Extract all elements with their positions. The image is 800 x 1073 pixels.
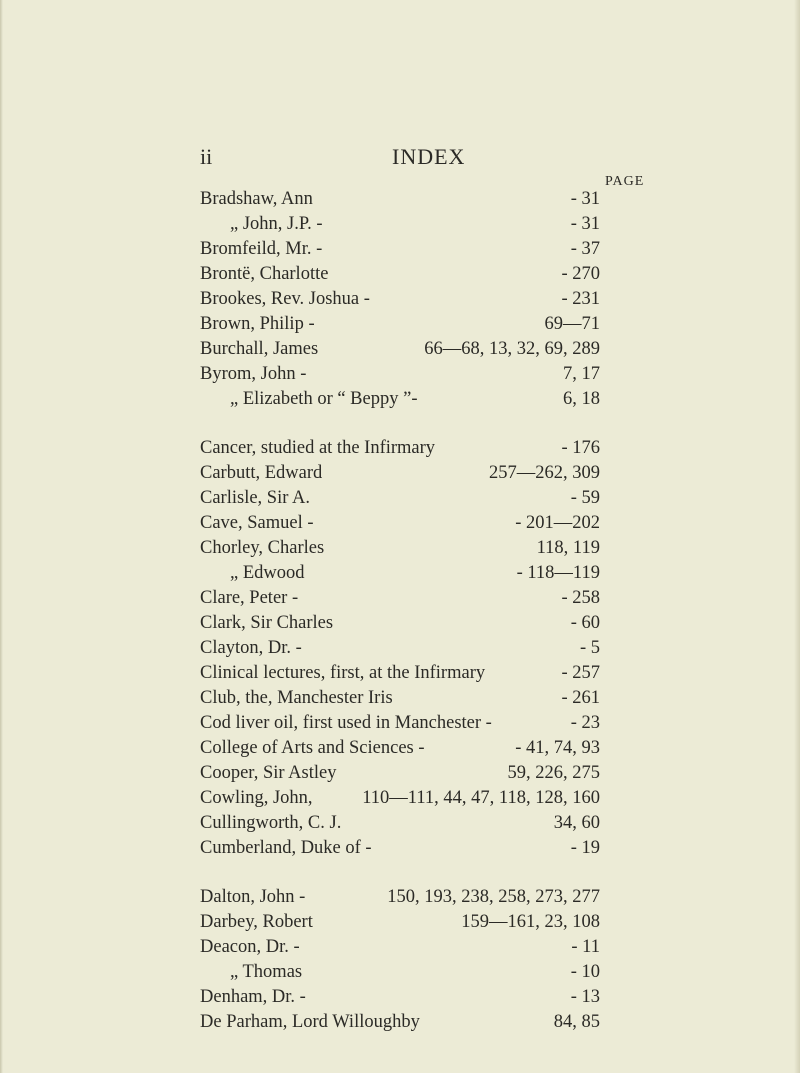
- entry-name: Chorley, Charles: [200, 538, 325, 558]
- entry-name: Clayton, Dr. -: [200, 638, 302, 658]
- index-entry: [200, 663, 600, 684]
- entry-name: Brown, Philip -: [200, 314, 315, 334]
- index-entry: [200, 987, 600, 1008]
- entry-name: Dalton, John -: [200, 887, 306, 907]
- index-entry: [200, 713, 600, 734]
- entry-pages: 150, 193, 238, 258, 273, 277: [387, 887, 600, 907]
- entry-name: Denham, Dr. -: [200, 987, 306, 1007]
- index-entry: [200, 364, 600, 385]
- entry-pages: - 31: [570, 214, 600, 234]
- index-entry: [200, 588, 600, 609]
- entry-pages: 84, 85: [553, 1012, 600, 1032]
- index-entry: [200, 438, 600, 459]
- entry-pages: 66—68, 13, 32, 69, 289: [424, 339, 600, 359]
- entry-pages: - 261: [561, 688, 600, 708]
- entry-name: Darbey, Robert: [200, 912, 313, 932]
- entry-name: Clinical lectures, first, at the Infirmary: [200, 663, 486, 683]
- entry-pages: - 41, 74, 93: [515, 738, 600, 758]
- index-entry: [200, 239, 600, 260]
- entry-pages: 118, 119: [536, 538, 600, 558]
- entry-name: Bradshaw, Ann: [200, 189, 313, 209]
- entry-pages: - 118—119: [516, 563, 600, 583]
- entry-pages: - 13: [570, 987, 600, 1007]
- entry-pages: - 258: [561, 588, 600, 608]
- entry-pages: - 19: [570, 838, 600, 858]
- entry-name: Byrom, John -: [200, 364, 307, 384]
- entry-name: Club, the, Manchester Iris: [200, 688, 393, 708]
- index-entry: [200, 813, 600, 834]
- index-entry: [200, 314, 600, 335]
- folio-number: ii: [200, 144, 213, 169]
- entry-name: Carlisle, Sir A.: [200, 488, 310, 508]
- index-entry: [200, 838, 600, 859]
- entry-name: Brookes, Rev. Joshua -: [200, 289, 370, 309]
- entry-name: Cowling, John,: [200, 788, 313, 808]
- entry-pages: - 59: [570, 488, 600, 508]
- entry-pages: - 231: [561, 289, 600, 309]
- entry-name: Cod liver oil, first used in Manchester -: [200, 713, 492, 733]
- index-entry: [200, 688, 600, 709]
- entry-pages: - 201—202: [515, 513, 600, 533]
- entry-pages: - 23: [570, 713, 600, 733]
- entry-pages: - 60: [570, 613, 600, 633]
- entry-pages: 110—111, 44, 47, 118, 128, 160: [362, 788, 600, 808]
- entry-name: Cumberland, Duke of -: [200, 838, 372, 858]
- index-entry: [200, 638, 600, 659]
- entry-pages: 159—161, 23, 108: [461, 912, 600, 932]
- entry-pages: - 5: [579, 638, 600, 658]
- entry-name: „ Edwood: [230, 563, 305, 583]
- index-entry: [200, 264, 600, 285]
- index-entry: [200, 937, 600, 958]
- entry-pages: - 257: [561, 663, 600, 683]
- entry-name: Cooper, Sir Astley: [200, 763, 337, 783]
- page-title: INDEX: [392, 144, 466, 169]
- entry-pages: - 270: [561, 264, 600, 284]
- index-entry: [200, 613, 600, 634]
- index-entry: [200, 389, 600, 410]
- entry-name: Deacon, Dr. -: [200, 937, 300, 957]
- index-entry: [200, 214, 600, 235]
- entry-name: De Parham, Lord Willoughby: [200, 1012, 420, 1032]
- index-entry: [200, 189, 600, 210]
- entry-name: College of Arts and Sciences -: [200, 738, 425, 758]
- index-entry: [200, 488, 600, 509]
- entry-pages: 6, 18: [563, 389, 600, 409]
- entry-pages: 34, 60: [553, 813, 600, 833]
- entry-name: Cancer, studied at the Infirmary: [200, 438, 436, 458]
- entry-pages: 59, 226, 275: [507, 763, 600, 783]
- entry-pages: 7, 17: [563, 364, 600, 384]
- entry-pages: - 10: [570, 962, 600, 982]
- entry-pages: - 37: [570, 239, 600, 259]
- entry-pages: 69—71: [544, 314, 600, 334]
- entry-pages: - 31: [570, 189, 600, 209]
- entry-name: „ John, J.P. -: [230, 214, 323, 234]
- entry-name: Bromfeild, Mr. -: [200, 239, 323, 259]
- index-entry: [200, 1012, 600, 1033]
- page-column-label: PAGE: [605, 174, 645, 189]
- entry-name: „ Elizabeth or “ Beppy ”-: [230, 389, 418, 409]
- entry-pages: - 176: [561, 438, 600, 458]
- entry-name: Clare, Peter -: [200, 588, 299, 608]
- page-edge-left: [0, 0, 3, 1073]
- entry-pages: - 11: [571, 937, 600, 957]
- index-entry: [200, 962, 600, 983]
- entry-name: Carbutt, Edward: [200, 463, 323, 483]
- entry-name: Brontë, Charlotte: [200, 264, 329, 284]
- page-edge-right: [794, 0, 800, 1073]
- entry-pages: 257—262, 309: [489, 463, 600, 483]
- entry-name: „ Thomas: [230, 962, 303, 982]
- index-entry: [200, 289, 600, 310]
- entry-name: Burchall, James: [200, 339, 319, 359]
- entry-name: Cave, Samuel -: [200, 513, 314, 533]
- entry-name: Clark, Sir Charles: [200, 613, 334, 633]
- entry-name: Cullingworth, C. J.: [200, 813, 342, 833]
